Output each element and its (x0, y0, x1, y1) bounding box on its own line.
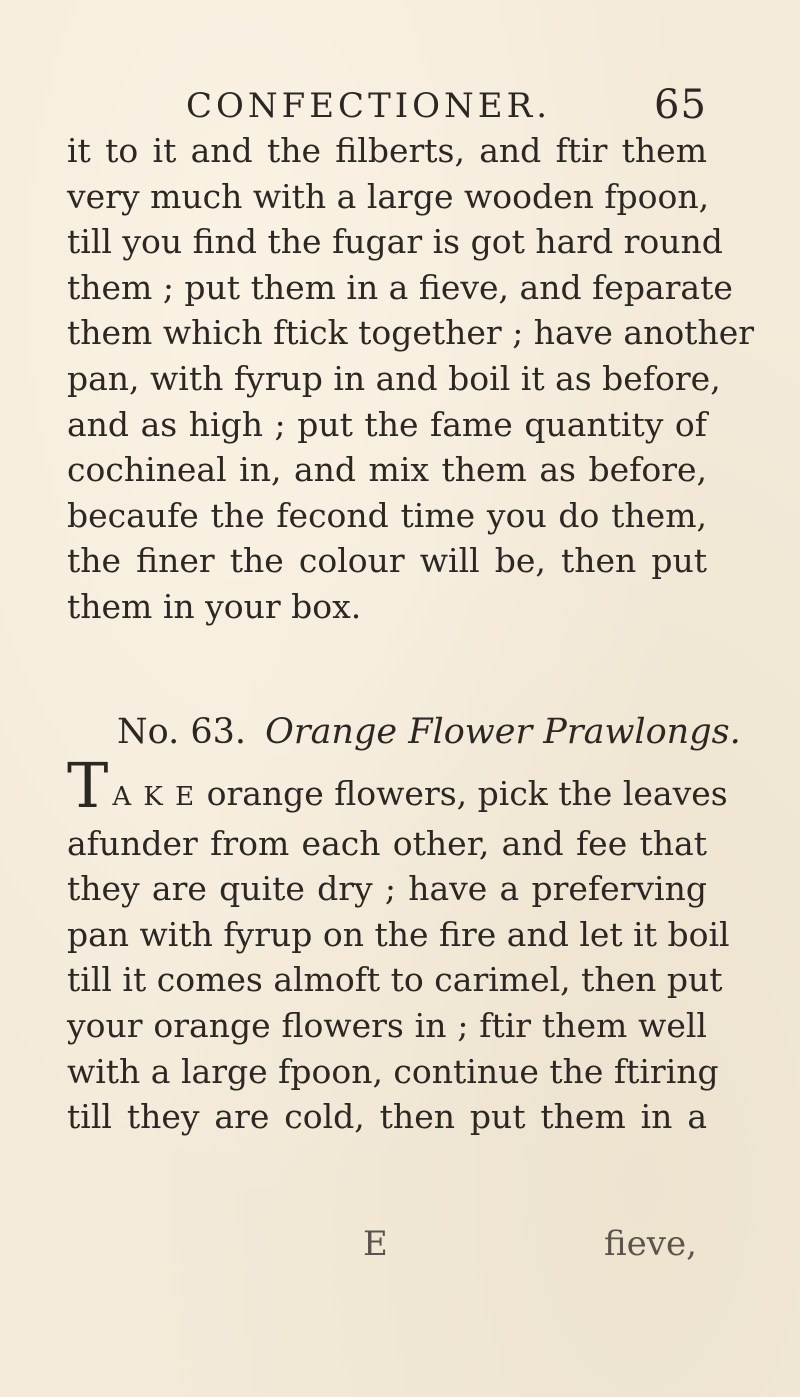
page-number: 65 (654, 82, 707, 128)
first-line-text: orange flowers, pick the leaves (206, 774, 728, 813)
recipe-heading (117, 712, 741, 752)
text-line: them ; put them in a fieve, and feparate (67, 267, 733, 307)
running-head-title: CONFECTIONER. (186, 86, 552, 126)
text-line: pan with fyrup on the fire and let it boil (67, 914, 730, 954)
recipe-paragraph (67, 749, 730, 1140)
recipe-title: Orange Flower Prawlongs. (265, 712, 741, 752)
text-line: with a large fpoon, continue the ftiring (67, 1051, 719, 1091)
text-line: them which ftick together ; have another (67, 313, 755, 353)
text-line: becaufe the fecond time you do them, (67, 495, 707, 535)
text-line: afunder from each other, and fee that (67, 823, 707, 863)
text-line: the finer the colour will be, then put (67, 541, 707, 581)
text-line: your orange flowers in ; ftir them well (67, 1005, 707, 1045)
text-line: it to it and the filberts, and ftir them (67, 131, 707, 170)
drop-cap: T (67, 749, 109, 822)
recipe-first-line (67, 749, 728, 822)
text-line: pan, with fyrup in and boil it as before, (67, 358, 721, 398)
first-word-small-caps: A K E (112, 782, 197, 812)
catchword: fieve, (604, 1224, 697, 1264)
running-head (186, 82, 707, 128)
text-line: them in your box. (67, 586, 362, 626)
text-line: cochineal in, and mix them as before, (67, 450, 707, 490)
continued-paragraph (67, 128, 755, 630)
signature-mark: E (363, 1224, 388, 1264)
text-line: till they are cold, then put them in a (67, 1097, 707, 1137)
text-line: and as high ; put the fame quantity of (67, 404, 707, 444)
text-line: they are quite dry ; have a preferving (67, 869, 707, 909)
text-line: till it comes almoft to carimel, then put (67, 960, 723, 1000)
text-line: till you find the fugar is got hard round (67, 222, 723, 262)
text-line: very much with a large wooden fpoon, (67, 176, 710, 216)
recipe-number: No. 63. (117, 712, 246, 752)
